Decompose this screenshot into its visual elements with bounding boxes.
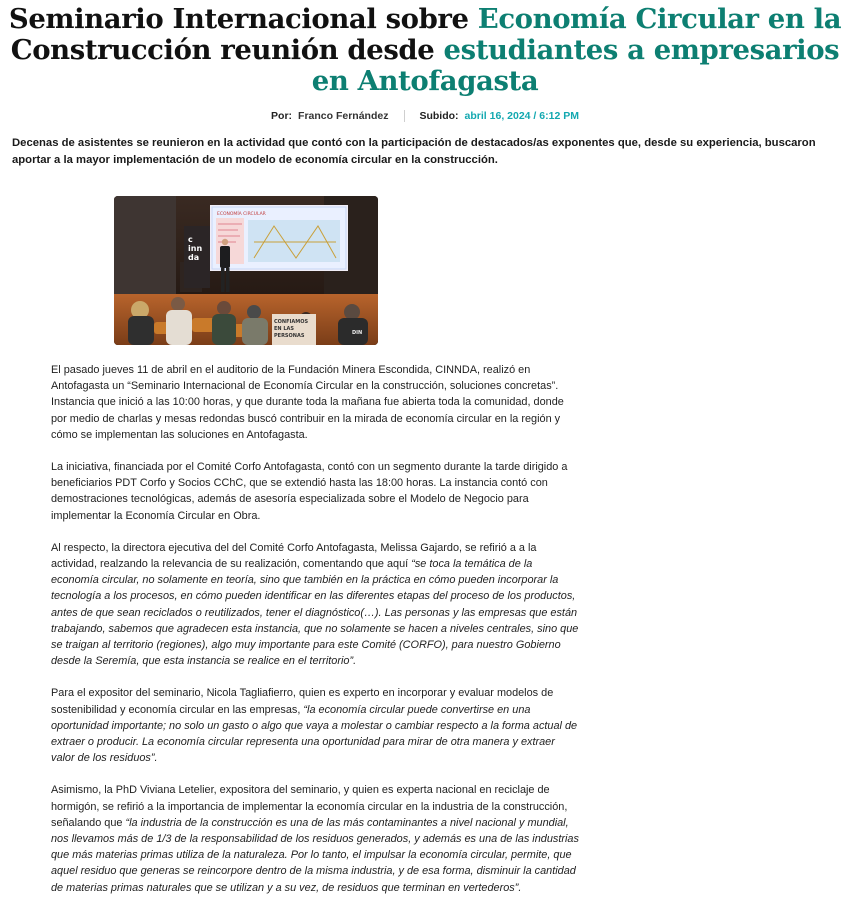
article-photo xyxy=(114,196,378,345)
paragraph-4 xyxy=(51,685,581,766)
title-part-3: Construcción xyxy=(10,34,212,66)
sign-line-4: DIN xyxy=(352,330,363,336)
author-name[interactable]: Franco Fernández xyxy=(298,110,389,122)
paragraph-1: El pasado jueves 11 de abril en el auditorio de la Fundación Minera Escondida, CINNDA, realizó en Antofagasta un “Seminario Internacional de Economía Circular en la construcción, soluciones concretas”. Instancia que inició a las 10:00 horas, y que durante toda la mañana fue abierta toda la comunidad, donde por medio de charlas y mesas redondas buscó contribuir en la mirada de economía circular en la región y cómo se implementan las soluciones en Antofagasta. xyxy=(51,364,564,441)
sign-line-3: PERSONAS xyxy=(274,333,305,339)
paragraph-3-text: Al respecto, la directora ejecutiva del del Comité Corfo Antofagasta, Melissa Gajardo, se refirió a a la actividad, realzando la relevancia de su realización, comentando que aquí xyxy=(51,541,537,571)
article-lead: Decenas de asistentes se reunieron en la actividad que contó con la participación de destacados/as exponentes que, desde su experiencia, buscaron aportar a la mayor implementación de un modelo de economía circular en la construcción. xyxy=(12,137,816,166)
title-part-1: Seminario Internacional sobre xyxy=(8,3,478,35)
sign-line-1: CONFIAMOS xyxy=(274,319,309,325)
paragraph-5-text: Asimismo, la PhD Viviana Letelier, expositora del seminario, y quien es experta nacional en reciclaje de hormigón, se refirió a la importancia de implementar la economía circular en la industria de la construcción, señalando que xyxy=(51,784,568,829)
banner-text-1: c xyxy=(188,235,193,244)
paragraph-5-quote: “la industria de la construcción es una de las más contaminantes a nivel nacional y mundial, nos llevamos más de 1/3 de la responsabilidad de los residuos generados, y además es una de las industrias que más materias primas utiliza de la naturaleza. Por lo tanto, el impulsar la economía circular, permite, que aquel residuo que generas se reincorpore dentro de la misma industria, y de esa forma, disminuir la cantidad de materias primas naturales que se utilizan y a su vez, de residuos que terminan en vertederos”. xyxy=(51,816,579,894)
paragraph-3 xyxy=(51,540,581,670)
title-part-2: Economía Circular en la xyxy=(477,3,842,35)
title-part-6: en Antofagasta xyxy=(311,65,539,97)
author-label: Por: xyxy=(271,110,293,122)
paragraph-2: La iniciativa, financiada por el Comité Corfo Antofagasta, contó con un segmento durante la tarde dirigido a beneficiarios PDT Corfo y Socios CChC, que se extendió hasta las 18:00 horas. La instancia contó con demostraciones tecnológicas, además de asesoría especializada sobre el Modelo de Negocio para implementar la Economía Circular en Obra. xyxy=(51,461,568,522)
title-part-5: estudiantes a empresarios xyxy=(443,34,840,66)
article-title xyxy=(6,4,844,97)
slide-heading: ECONOMÍA CIRCULAR xyxy=(217,212,266,217)
article-body xyxy=(51,362,581,912)
paragraph-4-text: Para el expositor del seminario, Nicola Tagliafierro, quien es experto en incorporar y evaluar modelos de sostenibilidad y economía circular en las empresas, xyxy=(51,687,554,716)
banner-text-2: inn xyxy=(188,244,203,253)
meta-divider xyxy=(404,110,405,122)
uploaded-label: Subido: xyxy=(419,110,459,122)
seminar-photo xyxy=(114,196,378,345)
paragraph-3-quote: “se toca la temática de la economía circular, no solamente en teoría, sino que también en la práctica en cómo pueden incorporar la tecnología a los procesos, en cómo pueden identificar en las diferentes etapas del proceso de los productos, antes de que sean reciclados o reutilizados, tener el diagnóstico(…). Las personas y las empresas que están trabajando, sabemos que agradecen esta instancia, que no solamente se hacen a niveles centrales, sino que se traigan al territorio (regiones), algo muy importante para este Comité (CORFO), para nuestro Gobierno desde la Seremía, que esta instancia se realice en el territorio”. xyxy=(51,558,579,668)
sign-line-2: EN LAS xyxy=(274,326,294,332)
bottom-fade xyxy=(0,897,850,919)
article-meta xyxy=(0,110,850,122)
paragraph-4-quote: “la economía circular puede convertirse en una oportunidad importante; no solo un gasto o algo que vaya a molestar o cambiar respecto a la forma actual de extraer o producir. La economía circular representa una oportunidad para mirar de otra manera y extraer valor de los residuos”. xyxy=(51,703,578,765)
title-part-4: reunión desde xyxy=(211,34,444,66)
publish-date[interactable]: abril 16, 2024 / 6:12 PM xyxy=(464,110,579,122)
banner-text-3: da xyxy=(188,253,200,262)
paragraph-5 xyxy=(51,782,581,895)
